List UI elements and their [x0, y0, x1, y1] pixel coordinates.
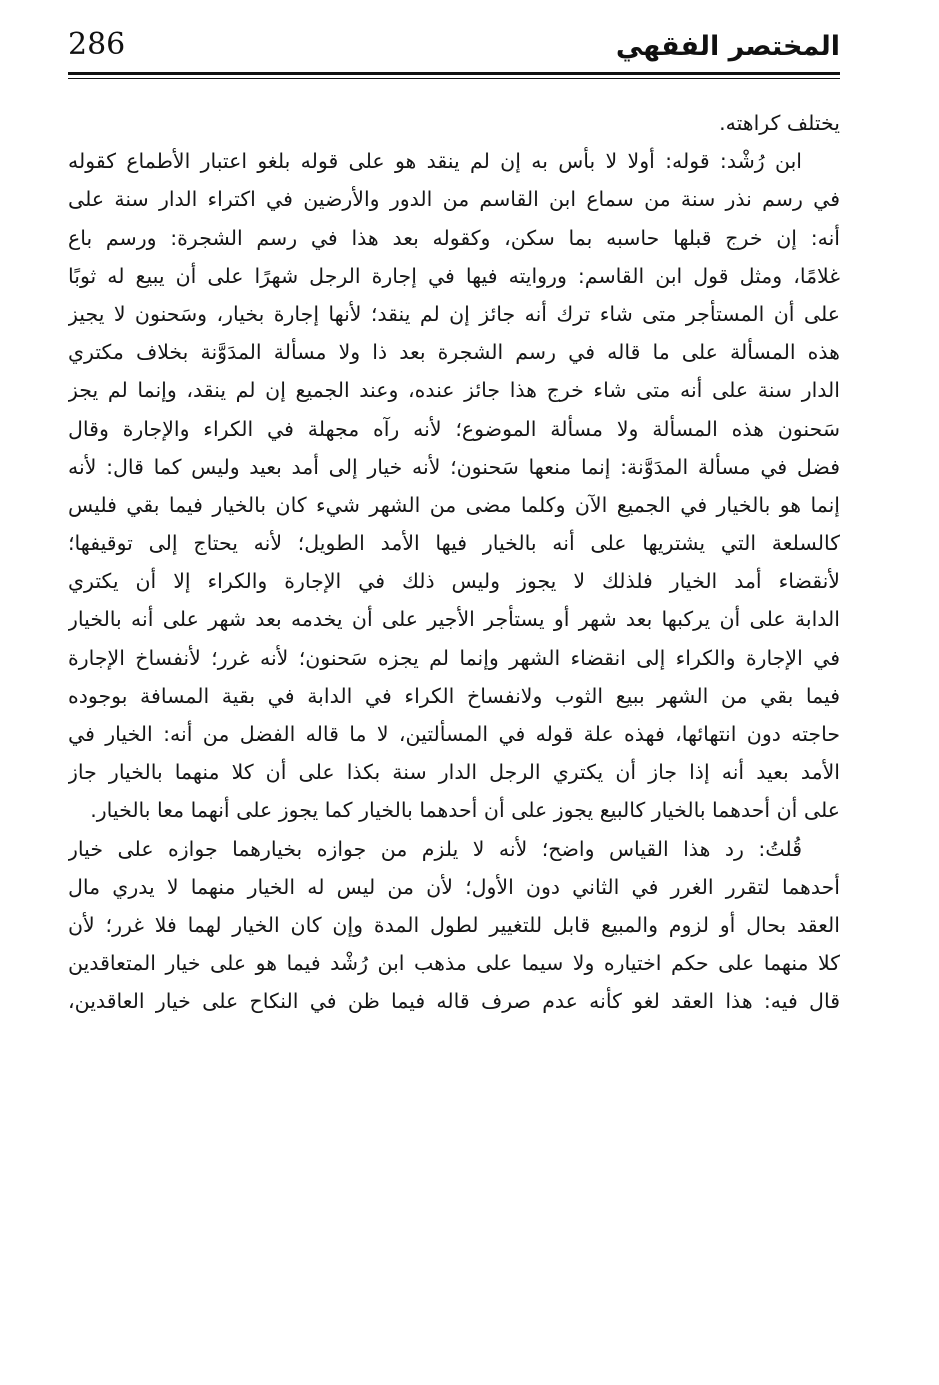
text-line: فضل في مسألة المدَوَّنة: إنما منعها سَحنون؛ لأنه خيار إلى أمد بعيد وليس كما قال: لأنه	[68, 454, 840, 479]
page-number: 286	[68, 27, 126, 62]
text-line: الدار سنة على أنه متى شاء خرج هذا جائز عنده، وعند الجميع إن لم ينقد، وإنما لم يجز	[68, 378, 840, 403]
text-line: أنه: إن خرج قبلها حاسبه بما سكن، وكقوله بعد هذا في رسم الشجرة: ورسم باع	[68, 225, 840, 250]
text-line: العقد بحال أو لزوم والمبيع قابل للتغيير لطول المدة وإن كان الخيار لهما فلا غرر؛ لأن	[68, 912, 840, 937]
text-line: على أن المستأجر متى شاء ترك أنه جائز إن لم ينقد؛ لأنها إجارة بخيار، وسَحنون لا يجيز	[68, 301, 840, 326]
text-line: الأمد بعيد أنه إذا جاز أن يكتري الرجل الدار سنة بكذا على أن كلا منهما بالخيار جاز	[68, 760, 840, 785]
header-rule-thin	[68, 78, 840, 79]
book-page	[68, 22, 840, 1352]
text-line: في الإجارة والكراء إلى انقضاء الشهر وإنما لم يجزه سَحنون؛ لأنه غرر؛ لأنفساخ الإجارة	[68, 645, 840, 670]
header-rule-thick	[68, 72, 840, 75]
text-line: قُلتُ: رد هذا القياس واضح؛ لأنه لا يلزم من جوازه بخيارهما جوازه على خيار	[68, 836, 802, 861]
page-header	[68, 22, 840, 70]
text-line: كلا منهما على حكم اختياره ولا سيما على مذهب ابن رُشْد فيما هو على خيار المتعاقدين	[68, 951, 840, 976]
text-line: سَحنون هذه المسألة ولا مسألة الموضوع؛ لأنه رآه مجهلة في الكراء والإجارة وقال	[68, 416, 840, 441]
text-line: فيما بقي من الشهر ببيع الثوب ولانفساخ الكراء في الدابة في بقية المسافة بوجوده	[68, 683, 840, 708]
text-line: غلامًا، ومثل قول ابن القاسم: وروايته فيها في إجارة الرجل شهرًا على أن يبيع له ثوبًا	[68, 263, 840, 288]
text-line: يختلف كراهته.	[719, 111, 840, 135]
text-line: كالسلعة التي يشتريها على أنه بالخيار فيها الأمد الطويل؛ لأنه يحتاج إلى توقيفها؛	[68, 531, 840, 556]
text-line: أحدهما لتقرر الغرر في الثاني دون الأول؛ لأن من ليس له الخيار منهما لا يدري مال	[68, 874, 840, 899]
text-line: على أن أحدهما بالخيار كالبيع يجوز على أن أحدهما بالخيار كما يجوز على أنهما معا بالخيار.	[90, 798, 840, 823]
text-line: حاجته دون انتهائها، فهذه علة قوله في المسألتين، لا ما قاله الفضل من أنه: الخيار في	[68, 722, 840, 746]
body-text	[68, 104, 840, 1021]
running-title: المختصر الفقهي	[615, 31, 840, 62]
text-line: إنما هو بالخيار في الجميع الآن وكلما مضى من الشهر شيء كان بالخيار فيما بقي فليس	[68, 492, 840, 517]
text-line: لأنقضاء أمد الخيار فلذلك لا يجوز وليس ذلك في الإجارة والكراء إلا أن يكتري	[68, 569, 840, 594]
text-line: في رسم نذر سنة من سماع ابن القاسم من الدور والأرضين في اكتراء الدار سنة على	[68, 187, 840, 212]
text-line: قال فيه: هذا العقد لغو كأنه عدم صرف قاله فيما ظن في النكاح على خيار العاقدين،	[68, 989, 840, 1014]
text-line: الدابة على أن يركبها بعد شهر أو يستأجر الأجير على أن يخدمه بعد شهر على أنه بالخيار	[68, 607, 840, 632]
text-line: ابن رُشْد: قوله: أولا لا بأس به إن لم ينقد هو على قوله بلغو اعتبار الأطماع كقوله	[68, 149, 802, 174]
text-line: هذه المسألة على ما قاله في رسم الشجرة بعد ذا ولا مسألة المدَوَّنة بخلاف مكتري	[68, 340, 840, 365]
